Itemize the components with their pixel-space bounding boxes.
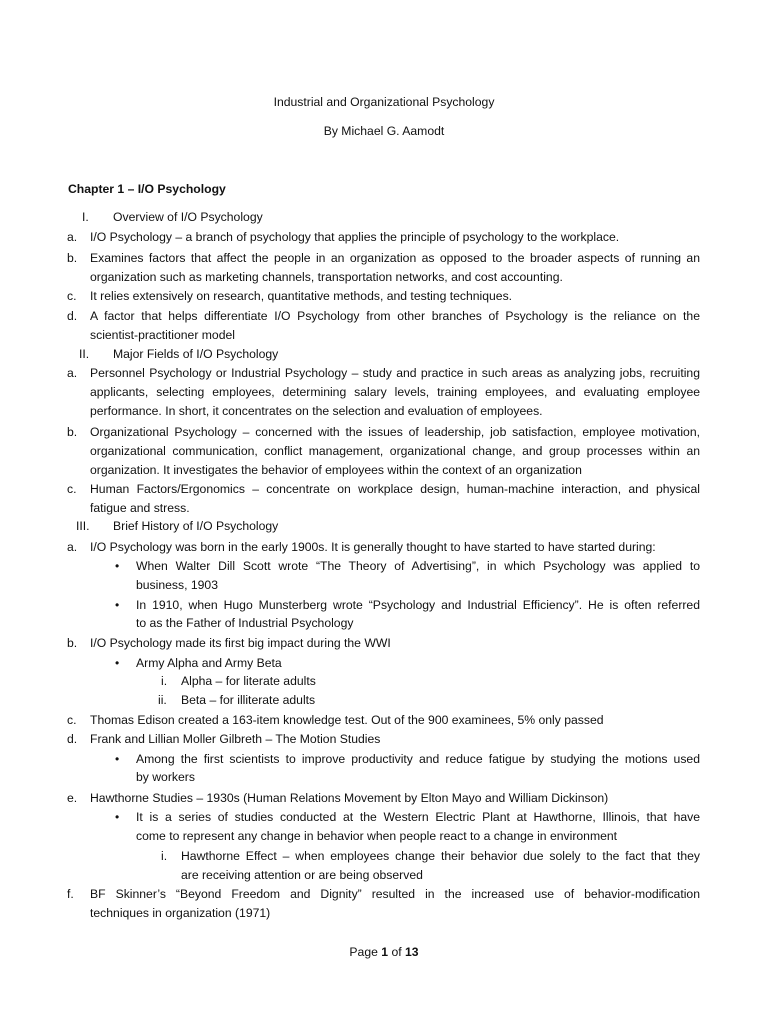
bullet-item-text: by workers — [136, 770, 195, 784]
list-marker: d. — [67, 732, 78, 746]
list-item-text: Hawthorne Studies – 1930s (Human Relations Movement by Elton Mayo and William Dickinson) — [90, 791, 609, 805]
document-author: By Michael G. Aamodt — [323, 124, 445, 138]
of-label: of — [391, 945, 402, 959]
bullet-item-text: to as the Father of Industrial Psychology — [136, 616, 354, 630]
list-item-text: I/O Psychology made its first big impact during the WWI — [90, 636, 391, 650]
roman-marker: ii. — [158, 693, 167, 707]
list-item-text: organization. It investigates the behavior of employees within the context of an organization — [90, 463, 582, 477]
page-current: 1 — [381, 945, 389, 959]
list-item-text: Human Factors/Ergonomics – concentrate on workplace design, human-machine interaction, and physical — [90, 482, 700, 496]
document-title: Industrial and Organizational Psychology — [273, 95, 495, 109]
list-marker: e. — [67, 791, 78, 805]
list-item-text: techniques in organization (1971) — [90, 906, 271, 920]
bullet-item-text: Army Alpha and Army Beta — [136, 656, 282, 670]
list-marker: c. — [67, 713, 77, 727]
page-footer — [0, 943, 768, 961]
bullet-icon: • — [115, 810, 120, 824]
list-marker: a. — [67, 540, 78, 554]
list-marker: c. — [67, 482, 77, 496]
bullet-item-text: business, 1903 — [136, 578, 218, 592]
roman-item-text: Alpha – for literate adults — [181, 674, 316, 688]
section-number: III. — [76, 519, 90, 533]
section-number: II. — [79, 347, 90, 361]
section-title: Brief History of I/O Psychology — [113, 519, 279, 533]
list-item-text: I/O Psychology was born in the early 1900s. It is generally thought to have started to have started during: — [90, 540, 656, 554]
list-item-text: Frank and Lillian Moller Gilbreth – The Motion Studies — [90, 732, 381, 746]
list-marker: f. — [67, 887, 74, 901]
list-item-text: applicants, selecting employees, determining salary levels, training employees, and evaluating employee — [90, 385, 700, 399]
list-marker: a. — [67, 230, 78, 244]
roman-item-text: Beta – for illiterate adults — [181, 693, 316, 707]
list-item-text: Organizational Psychology – concerned with the issues of leadership, job satisfaction, employee motivation, — [90, 425, 700, 439]
bullet-item-text: When Walter Dill Scott wrote “The Theory of Advertising”, in which Psychology was applied to — [136, 559, 700, 573]
list-item-text: It relies extensively on research, quantitative methods, and testing techniques. — [90, 289, 513, 303]
list-marker: d. — [67, 309, 78, 323]
list-marker: b. — [67, 425, 78, 439]
section-title: Overview of I/O Psychology — [113, 210, 263, 224]
list-item-text: organizational communication, conflict management, organizational change, and group processes within an — [90, 444, 700, 458]
bullet-item-text: In 1910, when Hugo Munsterberg wrote “Psychology and Industrial Efficiency”. He is often referred — [136, 598, 700, 612]
roman-marker: i. — [161, 674, 168, 688]
list-item-text: Examines factors that affect the people in an organization as opposed to the broader aspects of running an — [90, 251, 700, 265]
roman-marker: i. — [161, 849, 168, 863]
list-item-text: Personnel Psychology or Industrial Psychology – study and practice in such areas as analyzing jobs, recruiting — [90, 366, 700, 380]
list-item-text: BF Skinner’s “Beyond Freedom and Dignity” resulted in the increased use of behavior-modification — [90, 887, 700, 901]
bullet-item-text: come to represent any change in behavior when people react to a change in environment — [136, 829, 618, 843]
section-title: Major Fields of I/O Psychology — [113, 347, 279, 361]
list-item-text: Thomas Edison created a 163-item knowledge test. Out of the 900 examinees, 5% only passed — [90, 713, 604, 727]
page-label: Page — [349, 945, 378, 959]
page-total: 13 — [405, 945, 419, 959]
list-marker: a. — [67, 366, 78, 380]
section-number: I. — [82, 210, 89, 224]
bullet-item-text: Among the first scientists to improve productivity and reduce fatigue by studying the motions used — [136, 752, 700, 766]
list-marker: b. — [67, 636, 78, 650]
list-item-text: scientist-practitioner model — [90, 328, 235, 342]
bullet-icon: • — [115, 598, 120, 612]
chapter-heading: Chapter 1 – I/O Psychology — [68, 182, 226, 196]
bullet-item-text: It is a series of studies conducted at the Western Electric Plant at Hawthorne, Illinois, that have — [136, 810, 700, 824]
bullet-icon: • — [115, 656, 120, 670]
list-item-text: fatigue and stress. — [90, 501, 190, 515]
roman-item-text: are receiving attention or are being observed — [181, 868, 423, 882]
roman-item-text: Hawthorne Effect – when employees change their behavior due solely to the fact that they — [181, 849, 700, 863]
list-marker: b. — [67, 251, 78, 265]
list-marker: c. — [67, 289, 77, 303]
list-item-text: performance. In short, it concentrates on the selection and evaluation of employees. — [90, 404, 543, 418]
list-item-text: A factor that helps differentiate I/O Psychology from other branches of Psychology is the reliance on the — [90, 309, 700, 323]
list-item-text: I/O Psychology – a branch of psychology that applies the principle of psychology to the workplace. — [90, 230, 620, 244]
list-item-text: organization such as marketing channels, transportation networks, and cost accounting. — [90, 270, 563, 284]
bullet-icon: • — [115, 752, 120, 766]
bullet-icon: • — [115, 559, 120, 573]
